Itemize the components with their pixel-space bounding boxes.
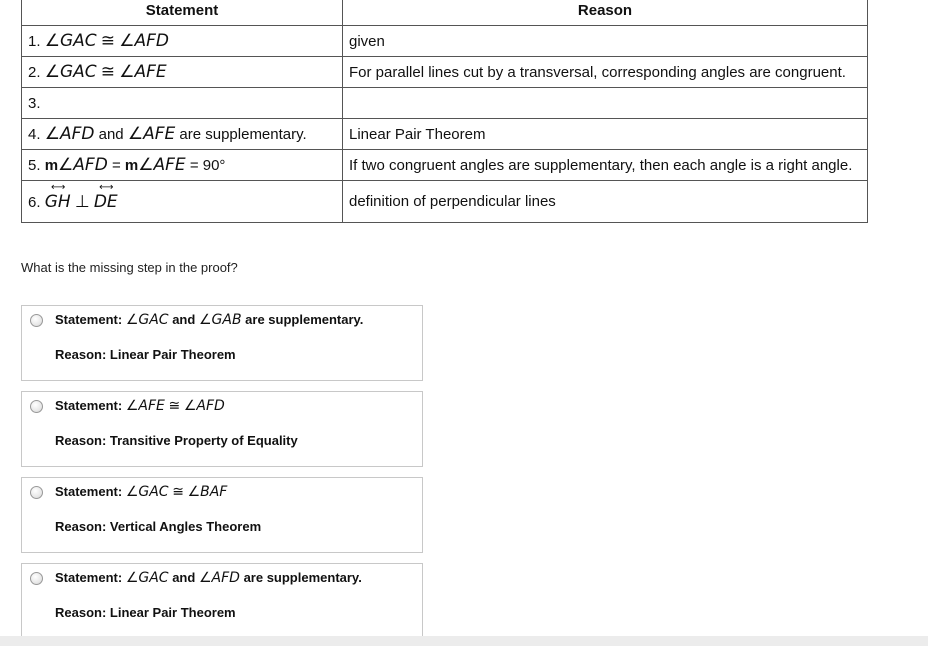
page-footer-bar	[0, 636, 928, 646]
reason-cell: definition of perpendicular lines	[343, 181, 868, 223]
line-arrow-icon: ⟷	[99, 181, 113, 193]
table-row: 5. m∠AFD = m∠AFE = 90° If two congruent angles are supplementary, then each angle is a right angle.	[22, 150, 868, 181]
table-row: 1. ∠GAC ≅ ∠AFD given	[22, 26, 868, 57]
radio-button[interactable]	[30, 314, 43, 327]
reason-cell: Linear Pair Theorem	[343, 119, 868, 150]
question-prompt: What is the missing step in the proof?	[21, 260, 238, 275]
reason-cell: given	[343, 26, 868, 57]
radio-button[interactable]	[30, 400, 43, 413]
header-row	[22, 0, 868, 26]
reason-header: Reason	[343, 0, 868, 26]
reason-cell: For parallel lines cut by a transversal, corresponding angles are congruent.	[343, 57, 868, 88]
table-row: 4. ∠AFD and ∠AFE are supplementary. Linear Pair Theorem	[22, 119, 868, 150]
reason-cell	[343, 88, 868, 119]
table-row-missing: 3.	[22, 88, 868, 119]
answer-choice-4[interactable]: Statement: ∠GAC and ∠AFD are supplementary. Reason: Linear Pair Theorem	[21, 563, 423, 639]
line-arrow-icon: ⟷	[51, 181, 65, 193]
statement-header: Statement	[22, 0, 343, 26]
table-row: 6. ⟷ GH ⊥ ⟷ DE definition of perpendicular lines	[22, 181, 868, 223]
radio-button[interactable]	[30, 572, 43, 585]
answer-choice-2[interactable]: Statement: ∠AFE ≅ ∠AFD Reason: Transitive Property of Equality	[21, 391, 423, 467]
answer-choice-1[interactable]: Statement: ∠GAC and ∠GAB are supplementary. Reason: Linear Pair Theorem	[21, 305, 423, 381]
proof-table	[21, 0, 868, 223]
radio-button[interactable]	[30, 486, 43, 499]
answer-choice-3[interactable]: Statement: ∠GAC ≅ ∠BAF Reason: Vertical Angles Theorem	[21, 477, 423, 553]
reason-cell: If two congruent angles are supplementary, then each angle is a right angle.	[343, 150, 868, 181]
table-row: 2. ∠GAC ≅ ∠AFE For parallel lines cut by a transversal, corresponding angles are congruent.	[22, 57, 868, 88]
